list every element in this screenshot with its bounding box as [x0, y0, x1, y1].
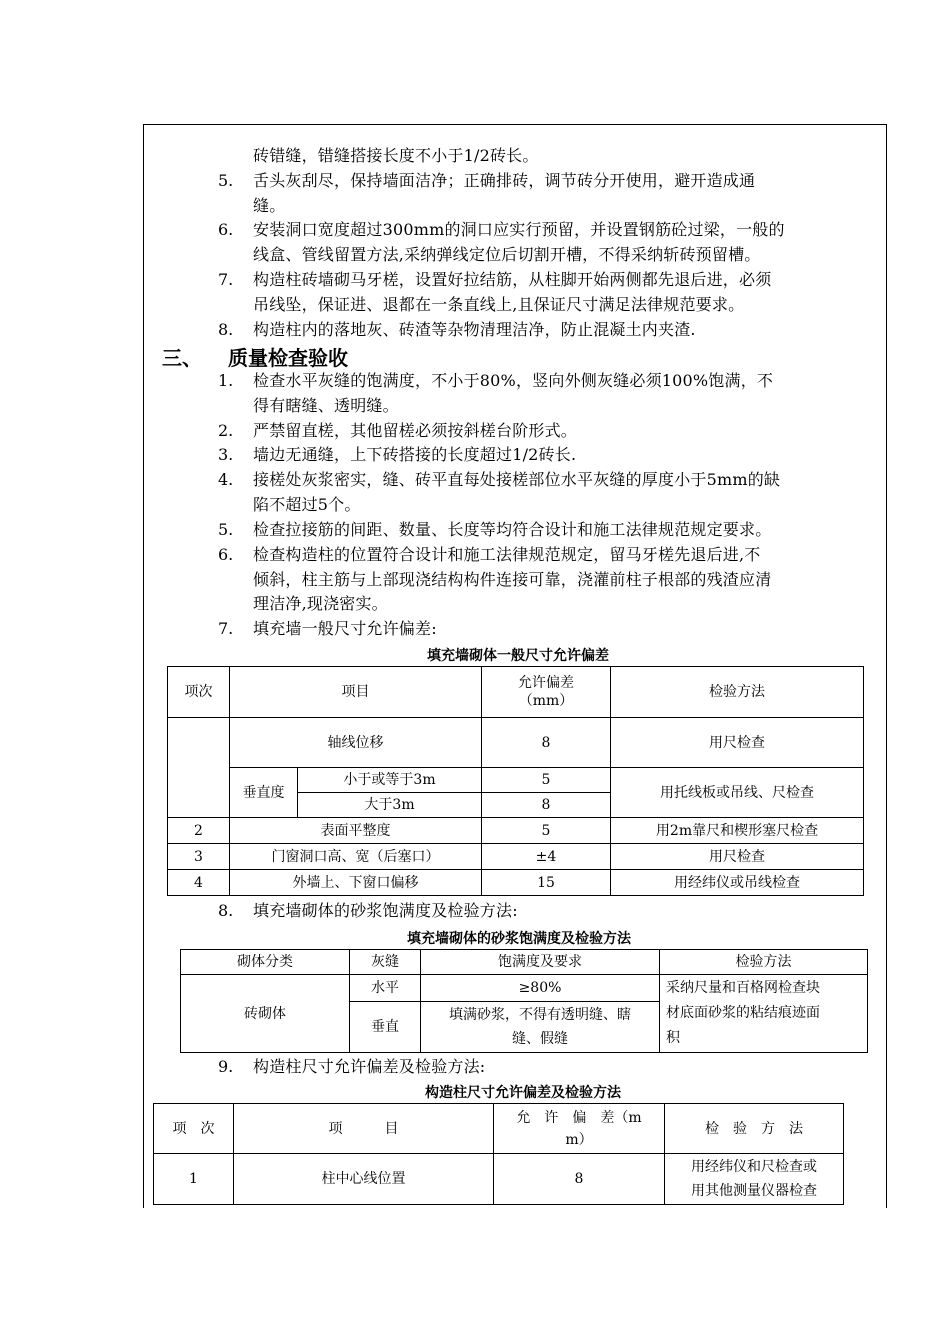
item-number: 2. [218, 421, 234, 440]
table-cell: 小于或等于3m [298, 768, 482, 793]
header-cell: 检验方法 [660, 950, 868, 975]
table-cell: 2 [168, 818, 230, 844]
table-cell: 柱中心线位置 [234, 1154, 494, 1205]
item-number: 7. [218, 270, 234, 289]
item-text: 严禁留直槎，其他留槎必须按斜槎台阶形式。 [253, 421, 578, 440]
item-text: 陷不超过5个。 [253, 495, 361, 514]
table-cell: 水平 [350, 975, 421, 1002]
item-text: 墙边无通缝，上下砖搭接的长度超过1/2砖长. [253, 445, 577, 464]
table-cell: 外墙上、下窗口偏移 [230, 870, 482, 896]
table-cell: 用2m靠尺和楔形塞尺检查 [611, 818, 864, 844]
table-cell: 8 [482, 718, 611, 768]
table2-caption: 填充墙砌体的砂浆饱满度及检验方法 [407, 931, 631, 947]
header-cell: 检验方法 [611, 667, 864, 718]
section-number: 三、 [162, 346, 202, 370]
table-row [154, 1154, 844, 1205]
table-cell: 15 [482, 870, 611, 896]
table-header-row [168, 667, 864, 718]
table1-caption: 填充墙砌体一般尺寸允许偏差 [427, 648, 609, 664]
item-text: 线盒、管线留置方法,采纳弹线定位后切割开槽，不得采纳斩砖预留槽。 [253, 245, 761, 264]
item-number: 7. [218, 619, 234, 638]
item-number: 6. [218, 220, 234, 239]
item-text: 理洁净,现浇密实。 [253, 594, 388, 613]
table-row [168, 870, 864, 896]
item-text: 安装洞口宽度超过300mm的洞口应实行预留，并设置钢筋砼过梁，一般的 [253, 220, 785, 239]
item-number: 5. [218, 171, 234, 190]
table-cell: 用经纬仪或吊线检查 [611, 870, 864, 896]
continuation-text: 砖错缝，错缝搭接长度不小于1/2砖长。 [253, 146, 539, 165]
item-text: 缝。 [253, 196, 286, 215]
tolerance-table [167, 666, 864, 896]
item-number: 5. [218, 520, 234, 539]
table-row [168, 818, 864, 844]
table-cell: 用托线板或吊线、尺检查 [611, 768, 864, 818]
table-row [168, 768, 864, 793]
item-text: 构造柱砖墙砌马牙槎，设置好拉结筋，从柱脚开始两侧都先退后进，必须 [253, 270, 772, 289]
table-cell: ≥80% [421, 975, 660, 1002]
header-cell: 检 验 方 法 [665, 1104, 844, 1154]
table-row [181, 975, 868, 1002]
item-number: 3. [218, 445, 234, 464]
mortar-table [180, 949, 868, 1053]
header-cell: 项次 [168, 667, 230, 718]
table-cell: 3 [168, 844, 230, 870]
item-number: 1. [218, 371, 234, 390]
item-number: 8. [218, 901, 234, 920]
item-text: 吊线坠，保证进、退都在一条直线上,且保证尺寸满足法律规范要求。 [253, 295, 745, 314]
table-cell: 大于3m [298, 793, 482, 818]
table-row [168, 718, 864, 768]
table-cell: 垂直 [350, 1002, 421, 1053]
header-cell: 砌体分类 [181, 950, 350, 975]
header-cell: 饱满度及要求 [421, 950, 660, 975]
table-cell: 4 [168, 870, 230, 896]
item-text: 构造柱内的落地灰、砖渣等杂物清理洁净，防止混凝土内夹渣. [253, 320, 696, 339]
item-text: 检查拉接筋的间距、数量、长度等均符合设计和施工法律规范规定要求。 [253, 520, 772, 539]
header-cell: 灰缝 [350, 950, 421, 975]
item-number: 6. [218, 545, 234, 564]
table-header-row [154, 1104, 844, 1154]
item-number: 8. [218, 320, 234, 339]
table-header-row [181, 950, 868, 975]
table-cell: 垂直度 [230, 768, 298, 818]
table-cell: 8 [482, 793, 611, 818]
section-title: 质量检查验收 [228, 346, 348, 370]
item-text: 倾斜，柱主筋与上部现浇结构构件连接可靠，浇灌前柱子根部的残渣应清 [253, 570, 772, 589]
header-cell: 允许偏差 （mm） [482, 667, 611, 718]
item-text: 构造柱尺寸允许偏差及检验方法: [253, 1057, 486, 1076]
table-cell: 5 [482, 768, 611, 793]
item-text: 检查水平灰缝的饱满度，不小于80%，竖向外侧灰缝必须100%饱满，不 [253, 371, 774, 390]
table3-caption: 构造柱尺寸允许偏差及检验方法 [425, 1085, 621, 1101]
table-cell: 5 [482, 818, 611, 844]
column-table [153, 1103, 844, 1205]
table-cell: 采纳尺量和百格网检查块 材底面砂浆的粘结痕迹面 积 [660, 975, 868, 1053]
table-cell: 轴线位移 [230, 718, 482, 768]
table-cell: 用经纬仪和尺检查或 用其他测量仪器检查 [665, 1154, 844, 1205]
item-text: 检查构造柱的位置符合设计和施工法律规范规定，留马牙槎先退后进,不 [253, 545, 761, 564]
table-cell: 门窗洞口高、宽（后塞口） [230, 844, 482, 870]
item-text: 填充墙砌体的砂浆饱满度及检验方法: [253, 901, 518, 920]
table-cell: 用尺检查 [611, 844, 864, 870]
table-cell: ±4 [482, 844, 611, 870]
table-cell: 1 [154, 1154, 234, 1205]
table-cell: 8 [494, 1154, 665, 1205]
item-text: 接槎处灰浆密实，缝、砖平直每处接槎部位水平灰缝的厚度小于5mm的缺 [253, 470, 781, 489]
item-text: 填充墙一般尺寸允许偏差: [253, 619, 437, 638]
table-cell [168, 718, 230, 818]
item-number: 9. [218, 1057, 234, 1076]
header-cell: 项 次 [154, 1104, 234, 1154]
table-row [168, 844, 864, 870]
item-text: 舌头灰刮尽，保持墙面洁净；正确排砖，调节砖分开使用，避开造成通 [253, 171, 756, 190]
table-cell: 用尺检查 [611, 718, 864, 768]
header-cell: 项 目 [234, 1104, 494, 1154]
item-text: 得有瞎缝、透明缝。 [253, 396, 399, 415]
table-cell: 填满砂浆，不得有透明缝、瞎 缝、假缝 [421, 1002, 660, 1053]
table-cell: 砖砌体 [181, 975, 350, 1053]
table-cell: 表面平整度 [230, 818, 482, 844]
header-cell: 允 许 偏 差（m m） [494, 1104, 665, 1154]
item-number: 4. [218, 470, 234, 489]
header-cell: 项目 [230, 667, 482, 718]
